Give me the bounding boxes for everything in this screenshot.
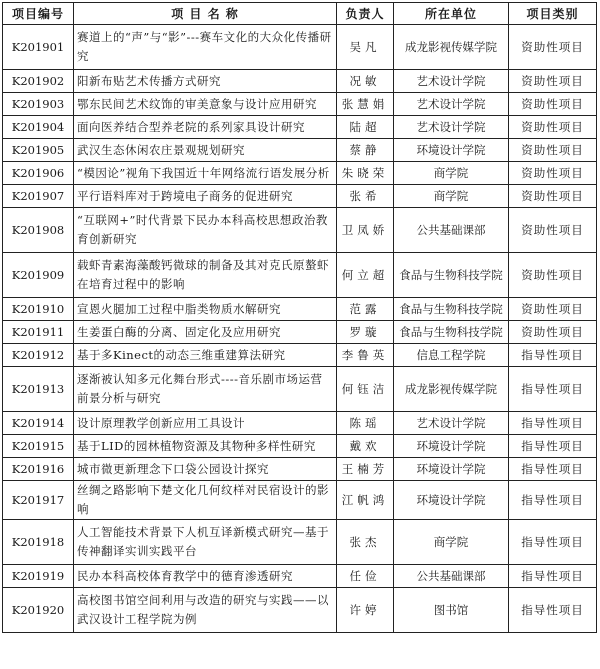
project-name: 人工智能技术背景下人机互译新模式研究—基于传神翻译实训实践平台: [74, 520, 337, 565]
table-row: [3, 435, 597, 458]
header-row: [3, 3, 597, 25]
project-leader: 张杰: [337, 520, 394, 565]
project-unit: 食品与生物科技学院: [394, 253, 509, 298]
table-row: [3, 25, 597, 70]
table-row: [3, 481, 597, 520]
project-category: 指导性项目: [509, 481, 597, 520]
project-code: K201903: [3, 93, 74, 116]
project-unit: 食品与生物科技学院: [394, 298, 509, 321]
project-unit: 食品与生物科技学院: [394, 321, 509, 344]
project-name: 赛道上的“声”与“影”---赛车文化的大众化传播研究: [74, 25, 337, 70]
project-category: 资助性项目: [509, 208, 597, 253]
project-unit: 环境设计学院: [394, 458, 509, 481]
header-category: 项目类别: [509, 3, 597, 25]
project-unit: 商学院: [394, 185, 509, 208]
project-name: 阳新布贴艺术传播方式研究: [74, 70, 337, 93]
project-leader: 张慧娟: [337, 93, 394, 116]
project-leader: 吴凡: [337, 25, 394, 70]
project-name: 鄂东民间艺术纹饰的审美意象与设计应用研究: [74, 93, 337, 116]
project-code: K201905: [3, 139, 74, 162]
project-unit: 公共基础课部: [394, 565, 509, 588]
project-code: K201915: [3, 435, 74, 458]
project-leader: 许婷: [337, 588, 394, 633]
project-leader: 江帆鸿: [337, 481, 394, 520]
project-unit: 环境设计学院: [394, 139, 509, 162]
project-leader: 陈瑶: [337, 412, 394, 435]
project-leader: 罗璇: [337, 321, 394, 344]
project-leader: 陆超: [337, 116, 394, 139]
project-code: K201918: [3, 520, 74, 565]
project-name: 设计原理教学创新应用工具设计: [74, 412, 337, 435]
project-code: K201916: [3, 458, 74, 481]
project-unit: 艺术设计学院: [394, 412, 509, 435]
project-category: 资助性项目: [509, 321, 597, 344]
table-row: [3, 520, 597, 565]
project-code: K201910: [3, 298, 74, 321]
project-category: 指导性项目: [509, 435, 597, 458]
project-code: K201901: [3, 25, 74, 70]
project-leader: 范露: [337, 298, 394, 321]
project-unit: 商学院: [394, 520, 509, 565]
project-category: 指导性项目: [509, 588, 597, 633]
project-name: 逐渐被认知多元化舞台形式----音乐剧市场运营前景分析与研究: [74, 367, 337, 412]
project-leader: 况敏: [337, 70, 394, 93]
project-name: 丝绸之路影响下楚文化几何纹样对民宿设计的影响: [74, 481, 337, 520]
project-leader: 王楠芳: [337, 458, 394, 481]
project-name: 平行语料库对于跨境电子商务的促进研究: [74, 185, 337, 208]
project-category: 资助性项目: [509, 116, 597, 139]
project-name: 高校图书馆空间利用与改造的研究与实践——以武汉设计工程学院为例: [74, 588, 337, 633]
project-leader: 任俭: [337, 565, 394, 588]
project-name: 基于多Kinect的动态三维重建算法研究: [74, 344, 337, 367]
project-unit: 环境设计学院: [394, 481, 509, 520]
project-unit: 公共基础课部: [394, 208, 509, 253]
header-unit: 所在单位: [394, 3, 509, 25]
table-row: [3, 367, 597, 412]
project-leader: 蔡静: [337, 139, 394, 162]
project-name: 城市微更新理念下口袋公园设计探究: [74, 458, 337, 481]
project-code: K201912: [3, 344, 74, 367]
project-leader: 戴欢: [337, 435, 394, 458]
table-row: [3, 253, 597, 298]
project-leader: 何钰洁: [337, 367, 394, 412]
project-code: K201904: [3, 116, 74, 139]
table-row: [3, 344, 597, 367]
project-name: 生姜蛋白酶的分离、固定化及应用研究: [74, 321, 337, 344]
project-code: K201917: [3, 481, 74, 520]
table-row: [3, 185, 597, 208]
project-unit: 商学院: [394, 162, 509, 185]
table-row: [3, 412, 597, 435]
table-row: [3, 321, 597, 344]
project-leader: 何立超: [337, 253, 394, 298]
project-code: K201920: [3, 588, 74, 633]
project-category: 资助性项目: [509, 139, 597, 162]
header-leader: 负责人: [337, 3, 394, 25]
project-category: 指导性项目: [509, 344, 597, 367]
table-row: [3, 116, 597, 139]
project-unit: 成龙影视传媒学院: [394, 25, 509, 70]
table-row: [3, 298, 597, 321]
project-category: 资助性项目: [509, 185, 597, 208]
project-category: 资助性项目: [509, 25, 597, 70]
header-code: 项目编号: [3, 3, 74, 25]
project-name: 面向医养结合型养老院的系列家具设计研究: [74, 116, 337, 139]
table-row: [3, 565, 597, 588]
project-code: K201913: [3, 367, 74, 412]
project-code: K201907: [3, 185, 74, 208]
project-code: K201909: [3, 253, 74, 298]
project-code: K201914: [3, 412, 74, 435]
project-leader: 卫凤娇: [337, 208, 394, 253]
project-name: 宣恩火腿加工过程中脂类物质水解研究: [74, 298, 337, 321]
project-code: K201906: [3, 162, 74, 185]
project-category: 资助性项目: [509, 298, 597, 321]
project-leader: 朱晓荣: [337, 162, 394, 185]
project-category: 资助性项目: [509, 93, 597, 116]
project-unit: 环境设计学院: [394, 435, 509, 458]
project-unit: 信息工程学院: [394, 344, 509, 367]
table-row: [3, 588, 597, 633]
project-table: [2, 2, 597, 633]
project-code: K201908: [3, 208, 74, 253]
project-category: 资助性项目: [509, 70, 597, 93]
project-category: 指导性项目: [509, 458, 597, 481]
project-unit: 图书馆: [394, 588, 509, 633]
project-category: 指导性项目: [509, 412, 597, 435]
table-row: [3, 93, 597, 116]
project-name: “模因论”视角下我国近十年网络流行语发展分析: [74, 162, 337, 185]
project-unit: 成龙影视传媒学院: [394, 367, 509, 412]
project-name: 武汉生态休闲农庄景观规划研究: [74, 139, 337, 162]
project-category: 资助性项目: [509, 253, 597, 298]
project-unit: 艺术设计学院: [394, 93, 509, 116]
project-unit: 艺术设计学院: [394, 70, 509, 93]
project-leader: 张希: [337, 185, 394, 208]
project-code: K201911: [3, 321, 74, 344]
table-row: [3, 208, 597, 253]
table-row: [3, 162, 597, 185]
project-category: 指导性项目: [509, 565, 597, 588]
project-name: 民办本科高校体育教学中的德育渗透研究: [74, 565, 337, 588]
project-unit: 艺术设计学院: [394, 116, 509, 139]
project-name: “互联网+”时代背景下民办本科高校思想政治教育创新研究: [74, 208, 337, 253]
table-row: [3, 458, 597, 481]
project-category: 指导性项目: [509, 367, 597, 412]
table-row: [3, 139, 597, 162]
project-category: 资助性项目: [509, 162, 597, 185]
header-name: 项 目 名 称: [74, 3, 337, 25]
project-code: K201902: [3, 70, 74, 93]
project-category: 指导性项目: [509, 520, 597, 565]
table-row: [3, 70, 597, 93]
table-body: [3, 25, 597, 633]
project-leader: 李鲁英: [337, 344, 394, 367]
project-name: 基于LID的园林植物资源及其物种多样性研究: [74, 435, 337, 458]
project-code: K201919: [3, 565, 74, 588]
project-name: 载虾青素海藻酸钙微球的制备及其对克氏原螯虾在培育过程中的影响: [74, 253, 337, 298]
